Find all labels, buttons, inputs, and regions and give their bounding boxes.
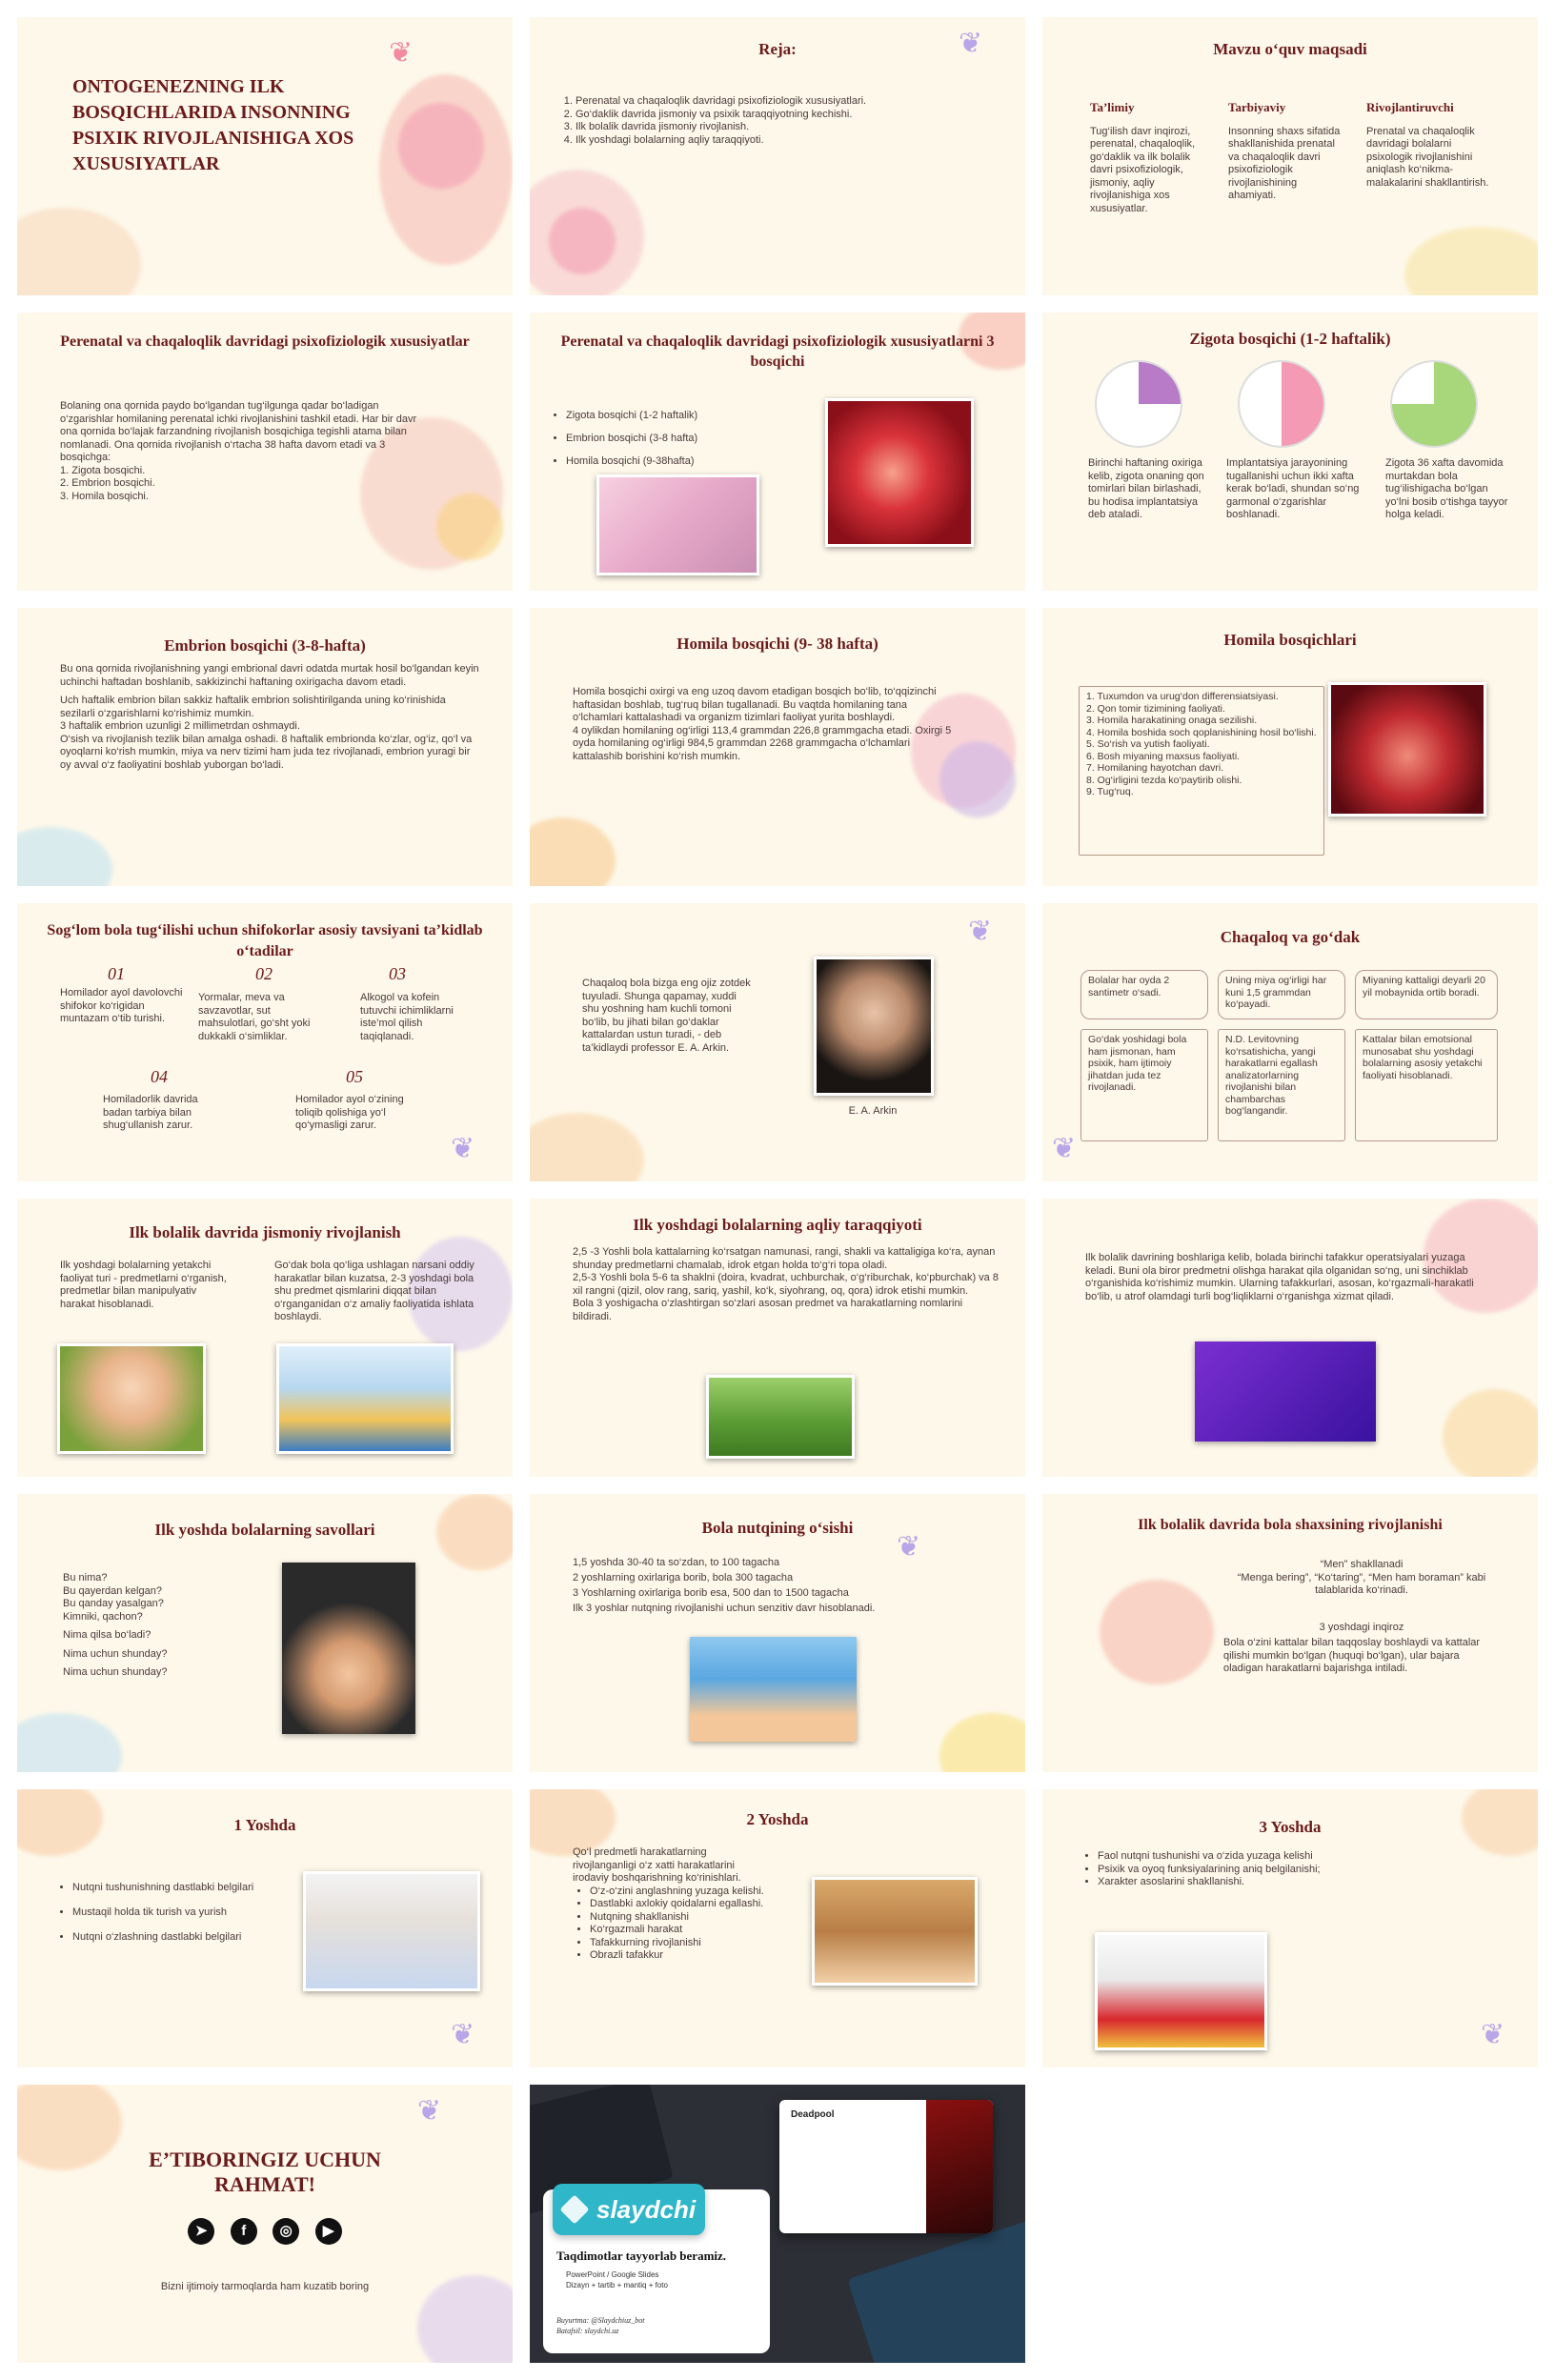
list-item: Bu qanday yasalgan? <box>63 1598 164 1609</box>
list-item: Nima uchun shunday? <box>63 1666 168 1678</box>
list-item: 3. Homila harakatining onaga sezilishi. <box>1086 715 1258 726</box>
slide-19[interactable] <box>17 1789 513 2067</box>
contact-info <box>556 2315 644 2336</box>
butterfly-icon: ❦ <box>1481 2019 1505 2050</box>
list-item: 2. Embrion bosqichi. <box>60 477 155 489</box>
slide-title: Ilk yoshda bolalarning savollari <box>154 1521 375 1539</box>
slide-title: Zigota bosqichi (1-2 haftalik) <box>1189 330 1391 348</box>
list-item: Kimniki, qachon? <box>63 1610 143 1623</box>
paragraph: Qo‘l predmetli harakatlarning rivojlanganligi o‘z xatti harakatlarini irodaviy boshqarishning ko‘rinishlari. <box>573 1846 741 1884</box>
list-item: • Nutqni o‘zlashning dastlabki belgilari <box>72 1925 284 1949</box>
plan-item: 4. Ilk yoshdagi bolalarning aqliy taraqqiyoti. <box>576 134 978 148</box>
slide-title: Bola nutqining o‘sishi <box>701 1519 854 1537</box>
slide-3[interactable] <box>1042 17 1538 295</box>
milestone-list <box>55 1875 284 1949</box>
crisis-heading: 3 yoshdagi inqiroz <box>1319 1622 1404 1633</box>
list-item: • Nutqning shakllanishi <box>590 1911 773 1925</box>
plan-list <box>558 95 978 147</box>
slide-2[interactable] <box>530 17 1025 295</box>
slide-title: Chaqaloq va go‘dak <box>1220 928 1361 946</box>
slide-16[interactable] <box>17 1494 513 1772</box>
tip-number: 01 <box>108 964 125 983</box>
list-item: PowerPoint / Google Slides <box>566 2270 659 2279</box>
girl-photo <box>57 1343 206 1454</box>
list-item: • Embrion bosqichi (3-8 hafta) <box>566 427 739 450</box>
slide-15[interactable] <box>1042 1199 1538 1477</box>
goal-text: Insonning shaxs sifatida shakllanishida prenatal va chaqaloqlik davri psixofiziologik rivojlanishining ahamiyati. <box>1228 125 1341 201</box>
body-text-left: Ilk yoshdagi bolalarning yetakchi faoliyat turi - predmetlarni o‘rganish, predmetlar bilan manipulyativ harakat hisoblanadi. <box>60 1260 227 1310</box>
fetal-stage-list <box>1079 686 1324 856</box>
slide-title: Perenatal va chaqaloqlik davridagi psixofiziologik xususiyatlar <box>60 333 470 350</box>
goal-heading: Rivojlantiruvchi <box>1366 100 1454 114</box>
fact-box: Kattalar bilan emotsional munosabat shu yoshdagi bolalarning asosiy yetakchi faoliyati hisoblanadi. <box>1355 1029 1498 1141</box>
slide-18[interactable] <box>1042 1494 1538 1772</box>
list-item: Nima uchun shunday? <box>63 1647 168 1660</box>
list-item: • Obrazli tafakkur <box>590 1949 773 1963</box>
butterfly-icon: ❦ <box>959 28 983 59</box>
background-card <box>847 2221 1025 2363</box>
photo-caption: E. A. Arkin <box>848 1105 898 1117</box>
list-item: 4. Homila boshida soch qoplanishining hosil bo‘lishi. <box>1086 726 1317 738</box>
website-link[interactable]: Batafsil: slaydchi.uz <box>556 2327 619 2335</box>
toddlers-photo <box>812 1877 978 1986</box>
list-item: • Mustaqil holda tik turish va yurish <box>72 1900 284 1925</box>
tip-text: Yormalar, meva va savzavotlar, sut mahsulotlari, go‘sht yoki dukkakli o‘simliklar. <box>198 992 311 1042</box>
list-item: • Psixik va oyoq funksiyalarining aniq belgilanishi; <box>1098 1864 1462 1877</box>
tip-text: Homilador ayol davolovchi shifokor ko‘rigidan muntazam o‘tib turishi. <box>60 987 183 1024</box>
pie-chart <box>1238 360 1325 448</box>
body-text: Bola o‘zini kattalar bilan taqqoslay boshlaydi va kattalar qilishi mumkin bo‘lgan (huquqi bo‘lgan), ular bajara oladigan harakatlarni bajarishga intiladi. <box>1223 1637 1481 1674</box>
slide-17[interactable] <box>530 1494 1025 1772</box>
list-item: Dizayn + tartib + mantiq + foto <box>566 2281 668 2289</box>
list-item: Nima qilsa bo‘ladi? <box>63 1629 151 1641</box>
pie-chart <box>1390 360 1478 448</box>
goal-column <box>1090 101 1204 215</box>
goal-column <box>1366 101 1495 190</box>
embryo-photo <box>825 398 974 547</box>
babies-photo <box>303 1871 480 1991</box>
body-text: 2,5 -3 Yoshli bola kattalarning ko‘rsatgan namunasi, rangi, shakli va kattaligiga ko‘ra, aynan shunday predmetlarni chamalab, idrok etgan holda to‘g‘ri topa oladi. 2,5-3 Yoshli bola 5-6 ta shaklni (doira, kvadrat, uchburchak, o‘g‘riburchak, ko‘pburchak) va 8 xil rangni (qizil, olov rang, sariq, yashil, ko‘k, siyohrang, oq, qora) idrok etishi mumkin. Bola 3 yoshigacha o‘zlashtirgan so‘zlari asosan predmet va harakatlarning nomlarini bildiradi. <box>573 1246 999 1322</box>
paragraph: Uch haftalik embrion bilan sakkiz haftalik embrion solishtirilganda uning ko‘rinishida sezilarli o‘zgarishlarni ko‘rishimiz mumkin. <box>60 695 446 719</box>
preview-card <box>779 2100 993 2233</box>
fact-box: Miyaning kattaligi deyarli 20 yil mobaynida ortib boradi. <box>1355 970 1498 1019</box>
list-item: • Dastlabki axlokiy qoidalarni egallashi. <box>590 1898 773 1911</box>
slide-title: ONTOGENEZNING ILK BOSQICHLARIDA INSONNING PSIXIK RIVOJLANISHIGA XOS XUSUSIYATLAR <box>72 76 354 174</box>
paragraph: O‘sish va rivojlanish tezlik bilan amalga oshadi. 8 haftalik embrionda ko‘zlar, og‘iz, qo‘l va oyoqlarni ko‘rish mumkin, miya va nerv tizimi ham juda tez rivojlanadi, embrion yuragi bir oy avval o‘z faoliyatini boshlab yuborgan bo‘ladi. <box>60 733 473 771</box>
deadpool-image <box>926 2100 993 2233</box>
pie-caption: Zigota 36 xafta davomida murtakdan bola tug‘ilishigacha bo‘lgan yo‘lni bosib o‘tishga tayyor holga keladi. <box>1385 457 1508 520</box>
fact-box: Uning miya og‘irligi har kuni 1,5 grammdan ko‘payadi. <box>1218 970 1345 1019</box>
list-item: 2. Qon tomir tizimining faoliyati. <box>1086 702 1225 715</box>
goal-heading: Ta’limiy <box>1090 100 1135 114</box>
body-text <box>573 1846 773 1963</box>
slide-title: Homila bosqichi (9- 38 hafta) <box>677 635 878 653</box>
slide-8[interactable] <box>530 608 1025 886</box>
list-item: 1. Tuxumdon va urug‘don differensiatsiyasi. <box>1086 691 1279 702</box>
children-grass-photo <box>706 1375 855 1459</box>
slide-4[interactable] <box>17 313 513 591</box>
fetus-photo <box>1328 682 1486 817</box>
list-item: Bu qayerdan kelgan? <box>63 1584 162 1597</box>
service-list <box>566 2269 668 2290</box>
body-text: 1,5 yoshda 30-40 ta so‘zdan, to 100 tagacha 2 yoshlarning oxirlariga borib, bola 300 tagacha 3 Yoshlarning oxirlariga borib esa, 500 dan to 1500 tagacha Ilk 3 yoshlar nutqning rivojlanishi uchun senzitiv davr hisoblanadi. <box>573 1557 876 1614</box>
slide-title: Sog‘lom bola tug‘ilishi uchun shifokorlar asosiy tavsiyani ta’kidlab o‘tadilar <box>47 922 483 959</box>
butterfly-icon: ❦ <box>451 2019 475 2050</box>
slide-13[interactable] <box>17 1199 513 1477</box>
slide-title: Ilk bolalik davrida jismoniy rivojlanish <box>129 1223 401 1241</box>
slide-title: 2 Yoshda <box>746 1810 809 1828</box>
quote-text: Chaqaloq bola bizga eng ojiz zotdek tuyuladi. Shunga qapamay, xuddi shu yoshning ham kuchli tomoni bo‘lib, bu jihati bilan go‘daklar kattalardan ustun turadi, - deb ta’kidlaydi professor E. A. Arkin. <box>582 978 751 1054</box>
list-item: • Zigota bosqichi (1-2 haftalik) <box>566 404 739 427</box>
slide-title: E’TIBORINGIZ UCHUN RAHMAT! <box>149 2148 381 2196</box>
fact-box: Go‘dak yoshidagi bola ham jismonan, ham psixik, ham ijtimoiy jihatdan juda tez rivojlanadi. <box>1080 1029 1208 1141</box>
list-item: 3. Homila bosqichi. <box>60 490 149 502</box>
question-list <box>63 1572 168 1680</box>
body-text: Ilk bolalik davrining boshlariga kelib, bolada birinchi tafakkur operatsiyalari yuzaga keladi. Buni ola biror predmetni olishga harakat qila olganidan so‘ng, uni sinchiklab o‘rganishida ko‘rishimiz mumkin. Ularning tafakkurlari, asosan, ko‘rgazmali-harakatli bo‘lib, u atrof olamdagi turli bog‘liqliklarni o‘rganishga xizmat qiladi. <box>1085 1252 1474 1302</box>
tip-text: Homiladorlik davrida badan tarbiya bilan shug‘ullanish zarur. <box>103 1094 198 1131</box>
body-text: Homila bosqichi oxirgi va eng uzoq davom etadigan bosqich bo‘lib, to‘qqizinchi haftasidan boshlab, tug‘ruq bilan tugallanadi. Bu vaqtda homilaning tana o‘lchamlari kattalashadi va organizm tizimlari faoliyat yurita boshlaydi. 4 oylikdan homilaning og‘irligi 113,4 grammdan 226,8 grammgacha etadi. Oxirgi 5 oyda homilaning og‘irligi 984,5 grammdan 2268 grammgacha o‘lchamlari kattalashib borishini ko‘rish mumkin. <box>573 686 952 762</box>
slide-5[interactable] <box>530 313 1025 591</box>
slide-title: Ilk bolalik davrida bola shaxsining rivojlanishi <box>1138 1517 1443 1533</box>
milestone-list <box>1080 1850 1462 1889</box>
boys-photo <box>276 1343 454 1454</box>
tagline: Taqdimotlar tayyorlab beramiz. <box>556 2249 727 2263</box>
facebook-icon[interactable]: f <box>231 2218 257 2245</box>
butterfly-icon: ❦ <box>389 37 414 69</box>
tip-number: 05 <box>346 1067 363 1086</box>
butterfly-icon: ❦ <box>451 1133 475 1164</box>
pie-chart <box>1095 360 1182 448</box>
list-item: Bu nima? <box>63 1572 108 1583</box>
tip-number: 03 <box>389 964 406 983</box>
butterfly-icon: ❦ <box>897 1531 921 1563</box>
goal-column <box>1228 101 1343 203</box>
slide-7[interactable] <box>17 608 513 886</box>
kids-thumbs-up-photo <box>1095 1932 1267 2050</box>
slide-14[interactable] <box>530 1199 1025 1477</box>
slide-title: Perenatal va chaqaloqlik davridagi psixofiziologik xususiyatlarni 3 bosqichi <box>560 333 995 370</box>
thinking-girl-photo <box>282 1563 415 1734</box>
slide-21[interactable] <box>1042 1789 1538 2067</box>
body-text <box>60 663 479 772</box>
butterfly-icon: ❦ <box>417 2095 442 2127</box>
list-item: • Tafakkurning rivojlanishi <box>590 1937 773 1950</box>
list-item: 5. So‘rish va yutish faoliyati. <box>1086 738 1210 750</box>
card-title: Deadpool <box>791 2109 835 2120</box>
instagram-icon[interactable]: ◎ <box>273 2218 299 2245</box>
list-item: • Nutqni tushunishning dastlabki belgilari <box>72 1875 284 1900</box>
paragraph: 3 haftalik embrion uzunligi 2 millimetrdan oshmaydi. <box>60 720 300 732</box>
telegram-icon[interactable]: ➤ <box>188 2218 214 2245</box>
slide-20[interactable] <box>530 1789 1025 2067</box>
slide-9[interactable] <box>1042 608 1538 886</box>
list-item: • Xarakter asoslarini shakllanishi. <box>1098 1876 1462 1889</box>
list-item: 7. Homilaning hayotchan davri. <box>1086 762 1224 774</box>
social-icons <box>17 2218 513 2245</box>
order-link[interactable]: Buyurtma: @Slaydchiuz_bot <box>556 2316 645 2325</box>
paragraph: Bolaning ona qornida paydo bo‘lgandan tug‘ilgunga qadar bo‘ladigan o‘zgarishlar homilaning perenatal ichki rivojlanishini tashkil etadi. Har bir davr ona qornida bo‘lajak farzandning rivojlanish bosqichiga tegishli atama bilan nomlanadi. Ona qornida rivojlanish o‘rtacha 38 hafta davom etadi va 3 bosqichga: <box>60 400 417 463</box>
brand-name: slaydchi <box>596 2195 697 2224</box>
layers-icon <box>559 2194 589 2224</box>
slide-12[interactable] <box>1042 903 1538 1181</box>
fact-box: N.D. Levitovning ko‘rsatishicha, yangi harakatlarni egallash analizatorlarning rivojlanishi bilan chambarchas bog‘langandir. <box>1218 1029 1345 1141</box>
promo-card <box>543 2189 770 2353</box>
goal-heading: Tarbiyaviy <box>1228 100 1286 114</box>
slide-1[interactable] <box>17 17 513 295</box>
brand-badge <box>553 2184 705 2235</box>
list-item: • Homila bosqichi (9-38hafta) <box>566 450 739 473</box>
list-item: • O‘z-o‘zini anglashning yuzaga kelishi. <box>590 1886 773 1899</box>
list-item: 6. Bosh miyaning maxsus faoliyati. <box>1086 750 1241 762</box>
list-item: • Faol nutqni tushunishi va o‘zida yuzaga kelishi <box>1098 1850 1462 1864</box>
plan-item: 1. Perenatal va chaqaloqlik davridagi psixofiziologik xususiyatlari. <box>576 95 978 109</box>
tip-text: Homilador ayol o‘zining toliqib qolishiga yo‘l qo‘ymasligi zarur. <box>295 1094 404 1131</box>
slide-title: Homila bosqichlari <box>1223 631 1357 649</box>
body-text: “Men” shakllanadi “Menga bering”, “Ko‘taring”, “Men ham boraman” kabi talablarida ko‘rinadi. <box>1237 1559 1486 1596</box>
slide-title: Ilk yoshdagi bolalarning aqliy taraqqiyoti <box>633 1216 922 1234</box>
tip-number: 02 <box>255 964 273 983</box>
tip-number: 04 <box>151 1067 168 1086</box>
pregnant-woman-photo <box>596 474 759 575</box>
pie-caption: Implantatsiya jarayonining tugallanishi uchun ikki xafta kerak bo‘ladi, shundan so‘ng garmonal o‘zgarishlar boshlanadi. <box>1226 457 1360 520</box>
butterfly-icon: ❦ <box>1052 1133 1077 1164</box>
butterfly-icon: ❦ <box>968 916 993 947</box>
plan-item: 2. Go‘daklik davrida jismoniy va psixik taraqqiyotning kechishi. <box>576 109 978 122</box>
footer-text: Bizni ijtimoiy tarmoqlarda ham kuzatib boring <box>160 2281 370 2292</box>
slide-10[interactable] <box>17 903 513 1181</box>
plan-item: 3. Ilk bolalik davrida jismoniy rivojlanish. <box>576 121 978 134</box>
goal-text: Prenatal va chaqaloqlik davridagi bolalarni psixologik rivojlanishini aniqlash ko‘nikma-malakalarini shakllantirish. <box>1366 125 1489 189</box>
stage-list <box>549 404 739 473</box>
slide-title: Embrion bosqichi (3-8-hafta) <box>164 636 366 655</box>
slide-11[interactable] <box>530 903 1025 1181</box>
slide-title: 1 Yoshda <box>233 1816 296 1834</box>
happy-kids-photo <box>690 1637 857 1742</box>
list-item: 8. Og‘irligini tezda ko‘paytirib olishi. <box>1086 774 1242 786</box>
paragraph: Bu ona qornida rivojlanishning yangi embrional davri odatda murtak hosil bo‘lgandan keyin uchinchi haftadan boshlanib, sakkizinchi haftaning oxirigacha davom etadi. <box>60 663 479 688</box>
finger-puppets-image <box>1195 1341 1376 1442</box>
body-text-right: Go‘dak bola qo‘liga ushlagan narsani oddiy harakatlar bilan kuzatsa, 2-3 yoshdagi bola shu predmet qismlarini diqqat bilan o‘rganganidan o‘z amaliy faoliyatida ishlata boshlaydi. <box>274 1260 475 1322</box>
slide-6[interactable] <box>1042 313 1538 591</box>
fact-box: Bolalar har oyda 2 santimetr o‘sadi. <box>1080 970 1208 1019</box>
list-item: 9. Tug‘ruq. <box>1086 786 1134 797</box>
pie-caption: Birinchi haftaning oxiriga kelib, zigota onaning qon tomirlari bilan birlashadi, bu hodisa implantatsiya deb ataladi. <box>1088 457 1204 520</box>
arkin-portrait <box>814 957 934 1096</box>
slide-title: Mavzu o‘quv maqsadi <box>1213 40 1367 58</box>
slide-23[interactable] <box>530 2085 1025 2363</box>
goal-text: Tug‘ilish davr inqirozi, perenatal, chaqaloqlik, go‘daklik va ilk bolalik davri psixofiziologik, jismoniy, aqliy rivojlanishiga xos xususiyatlar. <box>1090 125 1196 214</box>
body-text <box>60 400 422 503</box>
list-item: 1. Zigota bosqichi. <box>60 464 146 476</box>
slide-title: 3 Yoshda <box>1259 1818 1322 1836</box>
tip-text: Alkogol va kofein tutuvchi ichimliklarni iste’mol qilish taqiqlanadi. <box>360 992 454 1042</box>
list-item: • Ko‘rgazmali harakat <box>590 1924 773 1937</box>
slide-22[interactable] <box>17 2085 513 2363</box>
youtube-icon[interactable]: ▶ <box>315 2218 342 2245</box>
slide-title: Reja: <box>758 40 797 58</box>
